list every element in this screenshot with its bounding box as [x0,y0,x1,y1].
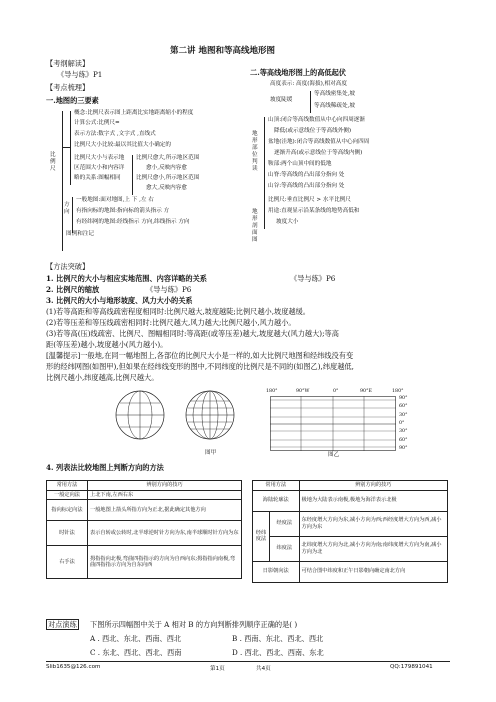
figure-a-caption: 图甲 [205,450,217,456]
table-cell: 表示自转或公转时,北半球逆时针方向为东,南半球顺时针方向为东 [88,521,242,546]
table-cell: 北纬度增大方向为北,减小方向为南;南纬度增大方向为南,减小方向为北 [299,536,447,561]
method-para: 距(等压差)越小,坡度越小(风力越小)。 [46,340,168,349]
terrain-line: 鞍部:两个山顶中间的低地 [268,161,332,167]
scale-line: 比例尺大小与表示地 [74,155,125,161]
kaodian-header: 【考点梳理】 [46,83,90,92]
scale-right-line: 比例尺愈大,所示地区范围 [136,155,200,161]
terrain-line: 降低(或示意线位于等高线外侧) [274,128,352,134]
table-header: 常用方法 [47,481,88,491]
method-para: (2)若等压差和等压线疏密相同时:比例尺越大,风力越大;比例尺越小,风力越小。 [46,318,296,327]
terrain-line: 盆地(洼地):闭合等高线数值从中心向四周 [268,139,370,145]
table-row [253,511,448,536]
direction-line: 有指向标的地图:指向标的箭头指示 方 [76,208,170,214]
table-row [47,490,242,500]
table-cell: 日影朝向法 [253,561,300,582]
fig-b-lat-label: 0° [399,421,405,426]
terrain-line: 山谷:等高线的凸出部分指向 处 [268,183,345,189]
fig-b-lat-label: 90° [399,396,408,401]
legend-line: 图例和注记 [66,231,94,237]
fig-b-lon-label: 180° [266,389,278,394]
scale-right-line: 愈小,反映内容愈 [146,165,187,171]
table-cell: 时针法 [47,521,88,546]
fig-b-lat-label: 90° [399,446,408,451]
tip-para: [温馨提示]一般地,在同一幅地图上,各部位的比例尺大小是一样的,如大比例尺地图和经纬线没有变 [46,351,354,360]
table-cell: 纬度法 [270,536,300,561]
kaogang-ref: 《导与练》P1 [57,70,103,79]
method-1: 1. 比例尺的大小与相应实地范围、内容详略的关系 [46,274,207,283]
scale-label: 比例尺 [50,152,56,172]
section-title: 一.地图的三要素 [46,96,99,105]
table-row [47,521,242,546]
three-elements-diagram [48,107,248,257]
table-cell: 上北下南,左西右东 [88,490,242,500]
table-row [253,536,448,561]
direction-line: 一般地图:面对地图,上 下 ,左 右 [76,197,154,203]
scale-line: 概念:比例尺表示图上距离比实地距离缩小的程度 [74,110,194,116]
fig-b-lon-label: 90°W [296,389,310,394]
option-b: B . 西南、东北、西北、西北 [232,634,324,643]
tip-para: 形的经纬网图(如图甲),但如果在经纬线变形的图中,不同纬度的比例尺是不同的(如图乙),纬度越低, [46,362,354,371]
scale-line: 计算公式:比例尺= [74,120,120,126]
terrain-line: 山顶:闭合等高线数值从中心向四周逐渐 [268,117,365,123]
fig-b-lat-label: 30° [399,413,408,418]
option-d: D . 西北、西北、西南、东北 [232,648,324,657]
footer-page: 第1页 [210,666,225,672]
contour-diagram [250,79,460,259]
methods-header: 【方法突破】 [46,262,90,271]
table-cell: 可结合图中纬度和正午日影朝向确定南北方向 [299,561,447,582]
method-3: 3. 比例尺的大小与地形坡度、风力大小的关系 [46,296,193,305]
direction-label: 方向 [64,202,70,215]
table-cell: 一般定向法 [47,490,88,500]
scale-right-line: 比例尺愈小,所示地区范围 [136,175,200,181]
table-cell: 海陆轮廓法 [253,490,300,511]
table-row [253,490,448,511]
table-cell: 拇指指向北极,弯曲四指指示的方向为自西向东;拇指指向南极,弯曲四指指示方向为自东向西 [88,546,242,579]
table-cell: 一般地图上箭头所指方向为正北,据此确定其他方向 [88,500,242,521]
terrain-line: 山脊:等高线的凸出部分指向 处 [268,172,345,178]
method-2-ref: 《导与练》P6 [146,285,192,294]
scale-line: 表示方法:数字式 ,文字式 ,直线式 [74,131,156,137]
table-cell: 经纬度法 [253,511,270,561]
figure-b-grid [270,396,400,452]
footer-email: Slib1635@126.com [46,664,101,670]
terrain-label: 地形部位判读 [252,131,258,172]
figure-a-globes [110,387,250,449]
fig-b-lat-label: 60° [399,438,408,443]
footer-qq: QQ:179891041 [390,664,433,670]
slope-label: 坡度陡缓 [270,97,293,103]
profile-line: 坡度大小 [276,219,299,225]
method-para: (1)若等高距和等高线疏密程度相同时:比例尺越大,坡度越陡;比例尺越小,坡度越缓。 [46,307,310,316]
table-row [47,546,242,579]
height-line: 高度表示: 高度(海拔),相对高度 [270,81,347,87]
scale-line: 略的关系:图幅相同 [74,175,121,181]
option-a: A . 西北、东北、西南、西北 [90,634,182,643]
table-cell: 右手法 [47,546,88,579]
fig-b-lon-label: 90°E [360,389,373,394]
profile-line: 比例尺:垂直比例尺 > 水平比例尺 [268,197,351,203]
option-c: C . 东北、西北、西北、西南 [90,648,182,657]
figure-b-caption: 图乙 [328,452,340,458]
table-header: 辨别方向的技巧 [88,481,242,491]
direction-table-left [46,480,242,579]
table-row [47,500,242,521]
table-cell: 极地为大陆表示南极,极地为海洋表示北极 [299,490,447,511]
fig-b-lon-label: 180° [392,389,404,394]
table-header: 常用方法 [253,481,300,491]
table-cell: 经度法 [270,511,300,536]
profile-line: 用途:直观显示沿某条线的地势高低和 [268,208,360,214]
slope-line: 等高线密集处,坡 [314,91,355,97]
scale-line: 比例尺大小比较:最以其比值大小确定的 [74,142,171,148]
terrain-line: 逐渐升高(或示意线位于等高线内侧) [274,150,363,156]
fig-b-lon-label: 0° [333,389,339,394]
profile-label: 地形剖面图 [252,209,258,243]
slope-line: 等高线稀疏处,坡 [314,103,355,109]
method-1-ref: 《导与练》P6 [290,274,336,283]
footer-total: 共4页 [256,666,271,672]
fig-b-lat-label: 60° [399,404,408,409]
direction-table-right [252,480,448,583]
method-para: (3)若等高(压)线疏密、比例尺、图幅相同时:等高距(或等压差)越大,坡度越大(风力越大);等高 [46,329,339,338]
page-title: 第二讲 地图和等高线地形图 [170,46,275,56]
table-row [253,561,448,582]
section-title: 二.等高线地形图上的高低起伏 [250,68,346,77]
table-cell: 指向标定向法 [47,500,88,521]
scale-right-line: 愈大,反映内容愈 [146,185,187,191]
kaogang-header: 【考纲解读】 [46,59,90,68]
tip-para: 比例尺越小,纬度越高,比例尺越大。 [46,373,159,382]
exercise-tag: 对点演练 [48,620,77,629]
table-cell: 东经度增大方向为东,减小方向为西;西经度增大方向为西,减小方向为东 [299,511,447,536]
exercise-question: 下图所示四幅图中关于 A 相对 B 的方向判断排列顺序正确的是( ) [90,620,298,629]
method-2: 2. 比例尺的缩放 [46,285,100,294]
section-4-title: 4. 列表法比较地图上判断方向的方法 [46,463,164,472]
scale-line: 区范围大小和内容详 [74,165,125,171]
fig-b-lat-label: 30° [399,429,408,434]
table-header: 辨别方向的技巧 [299,481,447,491]
direction-line: 有经纬网的地图:经线指示 方向,纬线指示 方向 [76,219,190,225]
